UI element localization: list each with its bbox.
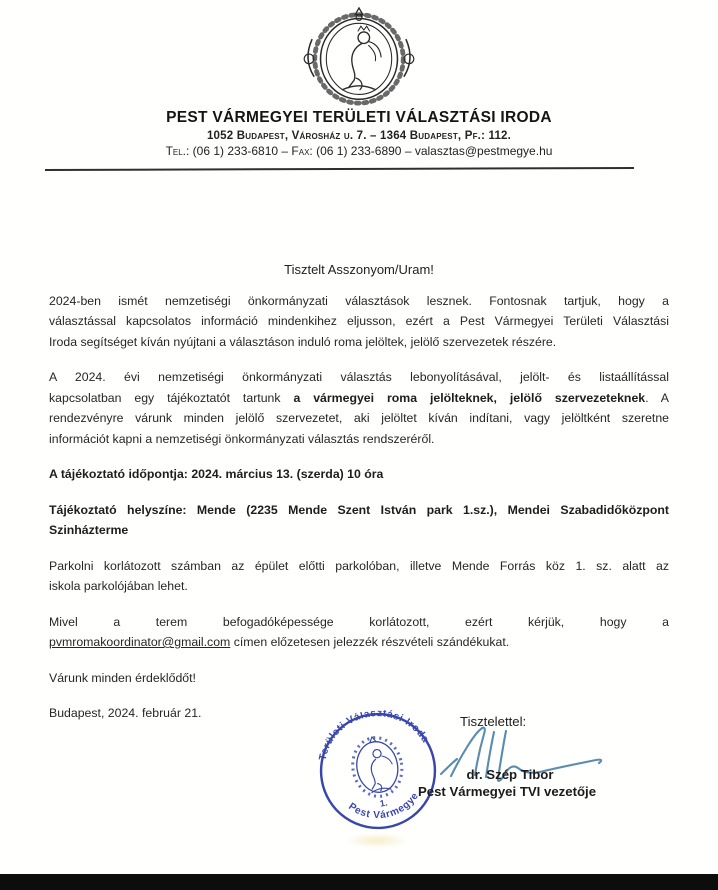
text-line: Várunk minden érdeklődőt! <box>49 670 196 685</box>
signatory-name: dr. Szép Tibor <box>466 767 554 782</box>
text-line: pvmromakoordinator@gmail.com címen előzetesen jelezzék részvételi szándékukat. <box>49 635 510 649</box>
paragraph-p1 <box>49 291 669 353</box>
text-line: információt kapni a nemzetiségi önkormányzati választás rendszeréről. <box>49 431 435 446</box>
text-line: 2024-ben ismét nemzetiségi önkormányzati választások lesznek. Fontosnak tartjuk, hogy a <box>49 293 669 308</box>
paragraph-p3 <box>49 464 669 485</box>
paragraph-p4 <box>49 500 669 541</box>
text-line: A 2024. évi nemzetiségi önkormányzati választás lebonyolításával, jelölt- és listaállítással <box>49 370 669 384</box>
letterhead-contact-email: valasztas@pestmegye.hu <box>414 144 553 158</box>
text-line: választással kapcsolatos információ mindenkihez eljusson, ezért a Pest Vármegyei Területi Választási <box>49 314 669 328</box>
official-stamp-icon <box>307 700 448 841</box>
letter-body-paragraphs <box>49 291 669 724</box>
paragraph-p5 <box>49 556 669 597</box>
text-line: kapcsolatban egy tájékoztatót tartunk a vármegyei roma jelölteknek, jelölő szervezeteknek. A <box>49 390 669 405</box>
text-line: Mivel a terem befogadóképessége korlátozott, ezért kérjük, hogy a <box>49 614 669 629</box>
county-crest-icon <box>296 6 422 106</box>
scan-edge-bar <box>0 874 718 890</box>
stamp-number: 1. <box>379 797 389 809</box>
text-line: iskola parkolójában lehet. <box>49 579 188 593</box>
letterhead <box>0 6 718 158</box>
stamp-ring-top-text: Területi Választási Iroda <box>317 708 431 762</box>
text-line: A tájékoztató időpontja: 2024. március 13. (szerda) 10 óra <box>49 467 384 481</box>
paragraph-p7 <box>49 668 669 689</box>
closing-salute: Tisztelettel: <box>460 714 527 729</box>
text-line: rendezvényre várunk minden jelölő szervezetet, aki jelöltet kíván indítani, vagy jelöltként szeretne <box>49 411 669 425</box>
letterhead-contact-numbers: Tel.: (06 1) 233-6810 – Fax: (06 1) 233-6890 – <box>165 144 415 158</box>
text-line: Parkolni korlátozott számban az épület előtti parkolóban, illetve Mende Forrás köz 1. sz. alatt az <box>49 558 669 573</box>
paragraph-p6 <box>49 612 669 653</box>
stamp-ring-bottom-text: Pest Vármegye <box>346 790 422 822</box>
letterhead-rule <box>45 167 634 171</box>
letter-body <box>49 260 669 739</box>
text-line: Budapest, 2024. február 21. <box>49 706 202 720</box>
text-line: Tájékoztató helyszíne: Mende (2235 Mende Szent István park 1.sz.), Mendei Szabadidőközpont <box>49 502 669 517</box>
letterhead-address: 1052 Budapest, Városház u. 7. – 1364 Budapest, Pf.: 112. <box>206 130 512 142</box>
text-line: Szinházterme <box>49 523 129 537</box>
letterhead-contact <box>0 144 718 158</box>
letterhead-title: PEST VÁRMEGYEI TERÜLETI VÁLASZTÁSI IRODA <box>166 109 552 126</box>
salutation: Tisztelt Asszonyom/Uram! <box>284 262 434 277</box>
paragraph-p2 <box>49 367 669 449</box>
signatory-title: Pest Vármegyei TVI vezetője <box>417 784 597 799</box>
highlight-smudge <box>345 833 409 848</box>
text-line: Iroda segítséget kíván nyújtani a választáson induló roma jelöltek, jelölő szervezetek részére. <box>49 334 557 349</box>
